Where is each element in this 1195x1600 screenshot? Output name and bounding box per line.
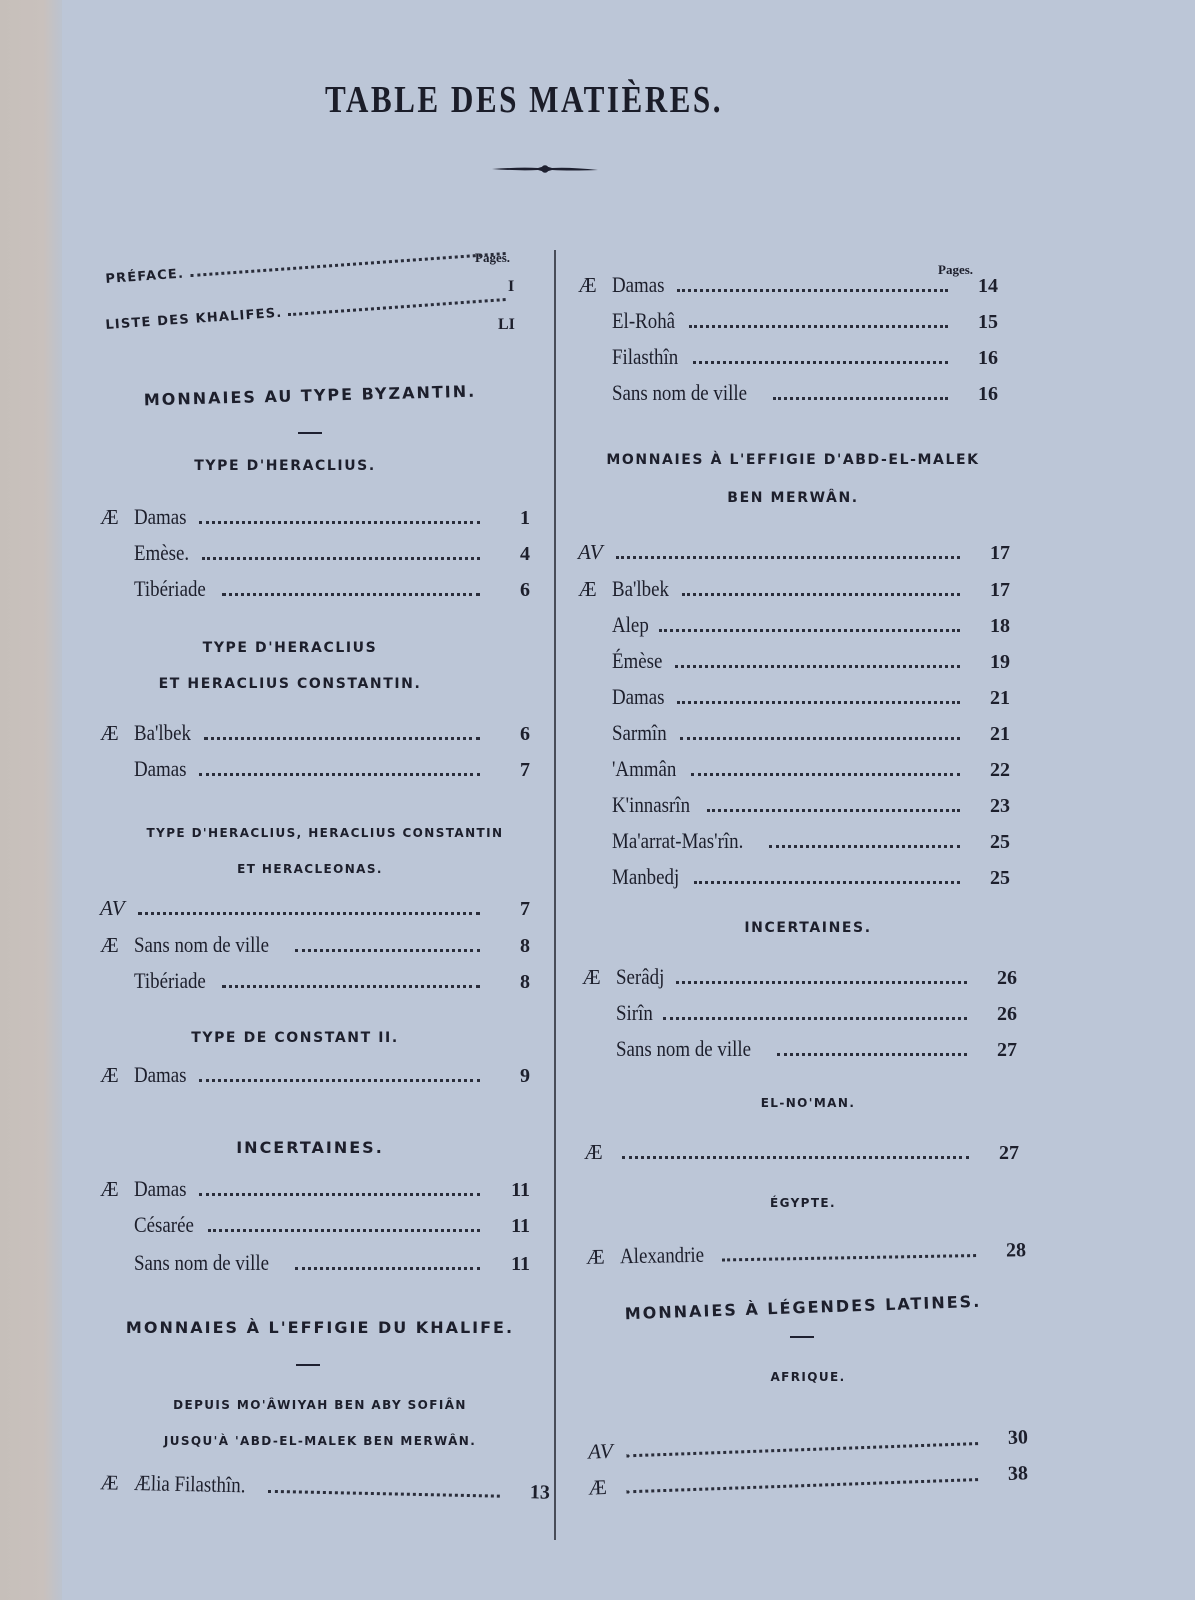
dot-leader <box>691 773 960 776</box>
toc-entry-preface[interactable]: PRÉFACE. <box>105 243 520 287</box>
toc-entry[interactable]: Æ Damas 14 <box>578 272 998 297</box>
page-number: LI <box>498 316 515 333</box>
toc-entry[interactable]: Damas 21 <box>612 684 1010 709</box>
toc-entry[interactable]: Ma'arrat-Mas'rîn. 25 <box>612 828 1010 853</box>
dot-leader <box>208 1229 480 1232</box>
toc-entry[interactable]: Æ Ba'lbek 17 <box>578 576 1010 601</box>
dot-leader <box>659 629 960 632</box>
toc-entry[interactable]: Alep 18 <box>612 612 1010 637</box>
page-title: TABLE DES MATIÈRES. <box>325 79 723 121</box>
dot-leader <box>769 845 960 848</box>
dot-leader <box>677 289 948 292</box>
toc-entry[interactable]: K'innasrîn 23 <box>612 792 1010 817</box>
toc-entry[interactable]: Emèse. 4 <box>134 540 530 565</box>
dot-leader <box>295 1267 480 1270</box>
dot-leader <box>676 981 967 984</box>
toc-entry[interactable]: AV 17 <box>578 540 1010 564</box>
dot-leader <box>677 701 960 704</box>
dot-leader <box>222 985 480 988</box>
toc-entry[interactable]: Æ Damas 11 <box>100 1176 530 1201</box>
metal-symbol: Æ <box>100 505 119 529</box>
toc-entry[interactable]: Æ Ælia Filasthîn. 13 <box>99 1470 551 1504</box>
subheading-heraclius: TYPE D'HERACLIUS. <box>194 458 376 474</box>
section-heading-latines: MONNAIES À LÉGENDES LATINES. <box>624 1291 982 1324</box>
dot-leader <box>199 1193 480 1196</box>
dot-leader <box>199 521 480 524</box>
subheading-heraclius-constantin-2: ET HERACLIUS CONSTANTIN. <box>158 676 422 692</box>
dot-leader <box>680 737 960 740</box>
section-heading-khalife: MONNAIES À L'EFFIGIE DU KHALIFE. <box>125 1318 515 1337</box>
gold-symbol: AV <box>578 540 603 564</box>
short-rule <box>790 1336 814 1338</box>
toc-entry[interactable]: AV 30 <box>587 1426 1029 1464</box>
toc-entry[interactable]: Émèse 19 <box>612 648 1010 673</box>
toc-entry[interactable]: Æ Ba'lbek 6 <box>100 720 530 745</box>
dot-leader <box>222 593 480 596</box>
dot-leader <box>693 361 948 364</box>
dot-leader <box>694 881 960 884</box>
pages-label: Pages. <box>475 250 511 265</box>
toc-entry[interactable]: Æ 27 <box>584 1140 1019 1164</box>
dot-leader <box>689 325 948 328</box>
section-heading-byzantin: MONNAIES AU TYPE BYZANTIN. <box>143 381 477 410</box>
toc-entry[interactable]: Æ Alexandrie 28 <box>585 1239 1027 1269</box>
short-rule <box>298 432 322 434</box>
toc-entry[interactable]: AV 7 <box>100 896 530 920</box>
section-heading-abd-el-malek: MONNAIES À L'EFFIGIE D'ABD-EL-MALEK <box>606 452 980 468</box>
subheading-moawiyah-2: JUSQU'À 'ABD-EL-MALEK BEN MERWÂN. <box>163 1434 477 1448</box>
toc-entry[interactable]: Sans nom de ville 11 <box>134 1250 530 1275</box>
subheading-heracleonas: TYPE D'HERACLIUS, HERACLIUS CONSTANTIN <box>146 826 504 840</box>
dot-leader <box>202 557 480 560</box>
toc-entry[interactable]: Filasthîn 16 <box>612 344 998 369</box>
toc-entry[interactable]: Tibériade 6 <box>134 576 530 601</box>
short-rule <box>296 1364 320 1366</box>
dot-leader <box>722 1254 976 1261</box>
subheading-egypte: ÉGYPTE. <box>769 1196 836 1210</box>
toc-entry[interactable]: Damas 7 <box>134 756 530 781</box>
dot-leader <box>777 1053 967 1056</box>
dot-leader <box>675 665 960 668</box>
section-heading-abd-el-malek-2: BEN MERWÂN. <box>727 490 859 506</box>
subheading-heracleonas-2: ET HERACLEONAS. <box>237 862 383 876</box>
subheading-heraclius-constantin: TYPE D'HERACLIUS <box>202 640 378 656</box>
column-divider <box>554 250 556 1540</box>
toc-entry[interactable]: Æ 38 <box>587 1462 1029 1500</box>
gold-symbol: AV <box>100 896 125 920</box>
dot-leader <box>267 1490 499 1498</box>
toc-entry[interactable]: Tibériade 8 <box>134 968 530 993</box>
subheading-moawiyah: DEPUIS MO'ÂWIYAH BEN ABY SOFIÂN <box>173 1398 467 1412</box>
dot-leader <box>138 912 480 915</box>
dot-leader <box>295 949 480 952</box>
toc-entry[interactable]: 'Ammân 22 <box>612 756 1010 781</box>
pages-label: Pages. <box>938 262 974 277</box>
toc-entry[interactable]: Césarée 11 <box>134 1212 530 1237</box>
subheading-afrique: AFRIQUE. <box>770 1370 846 1384</box>
toc-entry[interactable]: Sarmîn 21 <box>612 720 1010 745</box>
toc-entry[interactable]: Æ Damas 1 <box>100 504 530 529</box>
page-number: I <box>508 278 515 295</box>
subheading-el-noman: EL-NO'MAN. <box>760 1096 856 1110</box>
toc-entry[interactable]: Æ Damas 9 <box>100 1062 530 1087</box>
toc-entry[interactable]: Sirîn 26 <box>616 1000 1017 1025</box>
subheading-constant: TYPE DE CONSTANT II. <box>191 1030 399 1046</box>
toc-entry[interactable]: Sans nom de ville 16 <box>612 380 998 405</box>
gold-symbol: AV <box>587 1438 614 1464</box>
subheading-incertaines: INCERTAINES. <box>744 920 872 936</box>
toc-entry[interactable]: El-Rohâ 15 <box>612 308 998 333</box>
toc-entry[interactable]: Æ Sans nom de ville 8 <box>100 932 530 957</box>
toc-entry[interactable]: Manbedj 25 <box>612 864 1010 889</box>
dot-leader <box>622 1156 969 1159</box>
dot-leader <box>663 1017 967 1020</box>
subheading-incertaines: INCERTAINES. <box>236 1138 384 1157</box>
dot-leader <box>682 593 960 596</box>
toc-entry-liste-khalifes[interactable]: LISTE DES KHALIFES. <box>105 289 520 333</box>
dot-leader <box>616 556 960 559</box>
dot-leader <box>707 809 960 812</box>
dot-leader <box>199 773 480 776</box>
dot-leader <box>199 1079 480 1082</box>
dot-leader <box>204 737 480 740</box>
ornament-divider-icon <box>490 162 600 176</box>
book-page-edge <box>0 0 62 1600</box>
toc-entry[interactable]: Æ Serâdj 26 <box>582 964 1017 989</box>
toc-entry[interactable]: Sans nom de ville 27 <box>616 1036 1017 1061</box>
dot-leader <box>773 397 948 400</box>
